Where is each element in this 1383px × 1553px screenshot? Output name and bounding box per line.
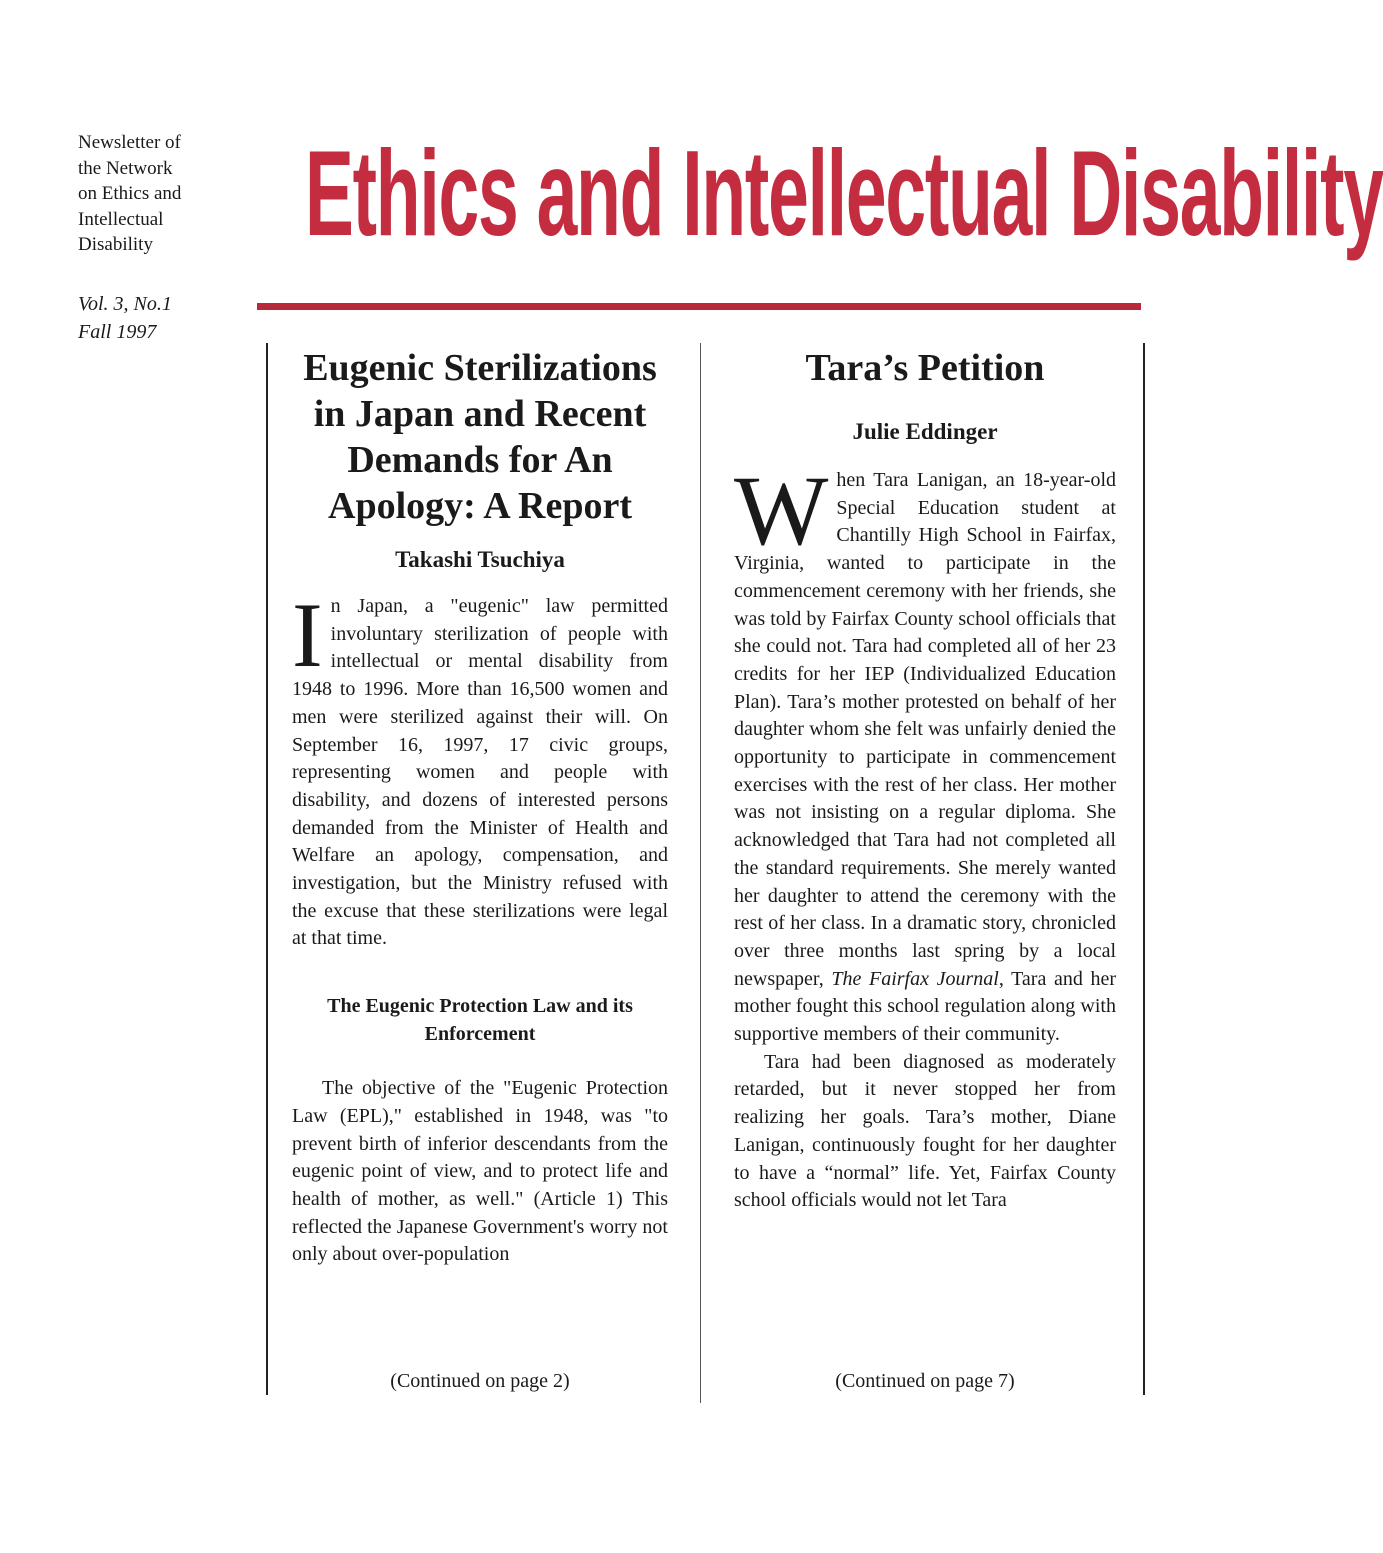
- drop-cap: W: [734, 455, 829, 566]
- newsletter-line: the Network: [78, 157, 173, 179]
- paragraph-text: , Tara and her mother fought this school regulation along with supportive members of their community.: [734, 967, 1116, 1046]
- title-line: in Japan and Recent: [313, 393, 647, 435]
- article-title: Tara’s Petition: [805, 347, 1045, 389]
- section-heading: The Eugenic Protection Law and its Enforcement: [327, 995, 633, 1046]
- newspaper-name: The Fairfax Journal: [831, 967, 999, 990]
- newsletter-line: Intellectual: [78, 208, 164, 230]
- masthead-title: Ethics and Intellectual Disability: [305, 125, 1383, 261]
- eugenic-article: [292, 345, 668, 1269]
- tara-article: [734, 345, 1116, 1215]
- article-paragraph: [292, 584, 668, 953]
- paragraph-text: n Japan, a "eugenic" law permitted involuntary sterilization of people with intellectual or mental disability from 1948 to 1996. More than 16,500 women and men were sterilized against their will. On September 16, 1997, 17 civic groups, representing women and people with disability, and dozens of interested persons demanded from the Minister of Health and Welfare an apology, compensation, and investigation, but the Ministry refused with the excuse that these sterilizations were legal at that time.: [292, 595, 668, 950]
- newsletter-line: Disability: [78, 234, 153, 255]
- continued-note: (Continued on page 7): [835, 1370, 1015, 1392]
- title-line: Demands for An: [347, 439, 613, 481]
- center-column-rule: [700, 343, 701, 1403]
- newsletter-line: on Ethics and: [78, 183, 182, 204]
- article-paragraph: The objective of the "Eugenic Protection Law (EPL)," established in 1948, was "to prevent birth of inferior descendants from the eugenic point of view, and to protect life and health of mother, as well." (Article 1) This reflected the Japanese Government's worry not only about over-population: [292, 1077, 668, 1266]
- article-title: [292, 345, 668, 529]
- paragraph-text: hen Tara Lanigan, an 18-year-old Special Education student at Chantilly High School in Fairfax, Virginia, wanted to participate in the commencement ceremony with her friends, she was told by Fairfax County school officials that she could not. Tara had completed all of her 23 credits for her IEP (Individualized Education Plan). Tara’s mother protested on behalf of her daughter whom she felt was unfairly denied the opportunity to participate in commencement exercises with the rest of her class. Her mother was not insisting on a regular diploma. She acknowledged that Tara had not completed all the standard requirements. She merely wanted her daughter to attend the ceremony with the rest of her class. In a dramatic story, chronicled over three months last spring by a local newspaper,: [734, 469, 1116, 990]
- article-paragraph: Tara had been diagnosed as moderately retarded, but it never stopped her from realizing her goals. Tara’s mother, Diane Lanigan, continuously fought for her daughter to have a “normal” life. Yet, Fairfax County school officials would not let Tara: [734, 1050, 1116, 1212]
- drop-cap: I: [292, 584, 323, 686]
- masthead-rule: [257, 303, 1141, 310]
- newsletter-description: [78, 130, 218, 258]
- article-author: Takashi Tsuchiya: [395, 547, 565, 572]
- issue-season: Fall 1997: [78, 321, 157, 343]
- title-line: Apology: A Report: [328, 485, 632, 527]
- article-paragraph: [734, 455, 1116, 1049]
- issue-info: [78, 290, 218, 346]
- article-author: Julie Eddinger: [852, 419, 998, 444]
- right-column-rule: [1143, 343, 1145, 1395]
- volume-number: Vol. 3, No.1: [78, 293, 172, 315]
- title-line: Eugenic Sterilizations: [303, 347, 657, 389]
- continued-note: (Continued on page 2): [390, 1370, 570, 1392]
- newsletter-line: Newsletter of: [78, 132, 181, 153]
- left-column-rule: [266, 343, 268, 1395]
